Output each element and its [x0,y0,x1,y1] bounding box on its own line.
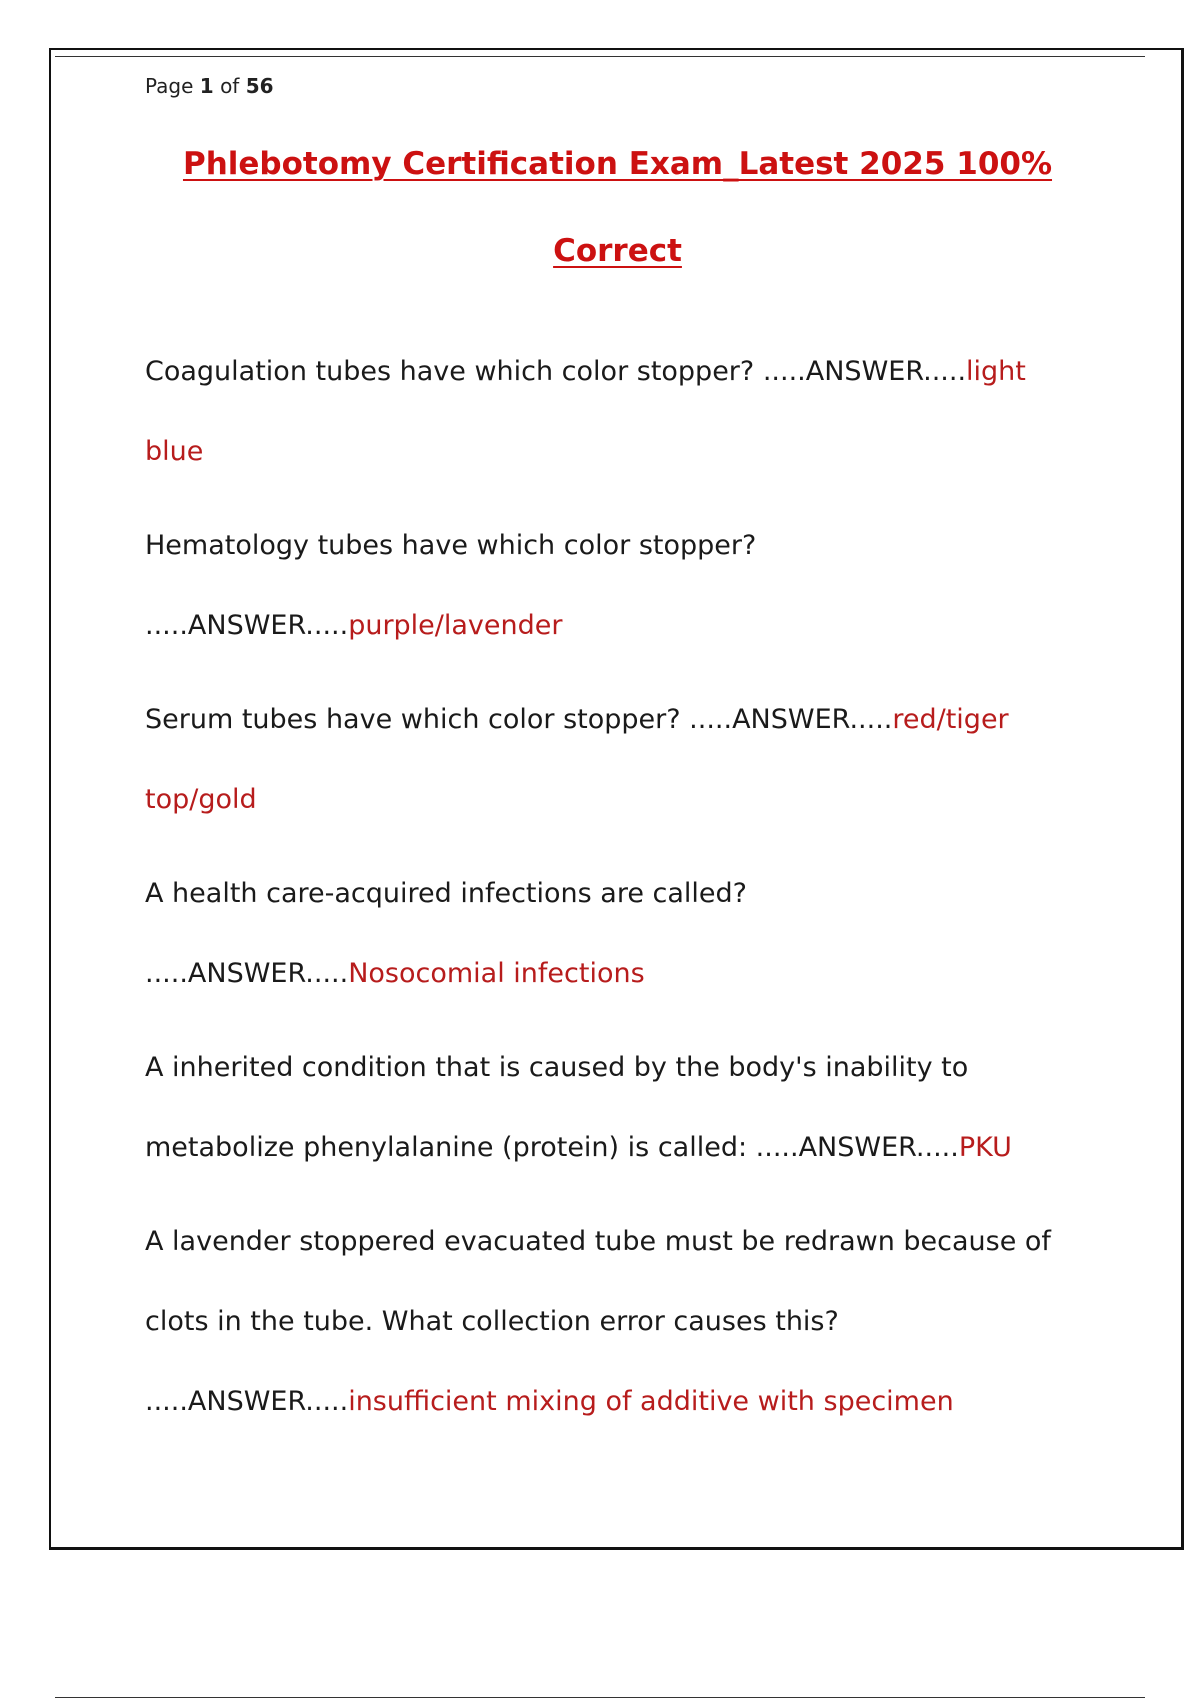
answer-separator: .....ANSWER..... [755,1132,959,1163]
answer-separator: .....ANSWER..... [762,356,967,387]
question-text: Hematology tubes have which color stopper? [145,530,757,561]
answer-text: PKU [958,1132,1012,1163]
page-current: 1 [199,74,214,98]
footer-rule [55,1697,1145,1698]
document-title-line2: Correct [553,233,682,269]
answer-text: Nosocomial infections [348,958,645,989]
qa-list [145,332,1090,1456]
answer-text: purple/lavender [348,610,563,641]
answer-separator: .....ANSWER..... [145,610,349,641]
page-prefix: Page [145,74,194,98]
qa-item [145,1028,1090,1188]
answer-text: insufficient mixing of additive with specimen [348,1386,954,1417]
document-title-line1: Phlebotomy Certification Exam_Latest 2025 100% [182,146,1053,182]
page-number [145,74,274,98]
page-of: of [220,74,240,98]
question-text: Coagulation tubes have which color stopper? [145,356,755,387]
qa-item [145,332,1090,492]
header-rule [55,56,1145,57]
answer-text: light blue [145,356,1026,467]
answer-separator: .....ANSWER..... [145,958,349,989]
qa-item [145,854,1090,1014]
question-text: A lavender stoppered evacuated tube must be redrawn because of clots in the tube. What collection error causes this? [145,1226,1051,1337]
question-text: A inherited condition that is caused by the body's inability to metabolize phenylalanine (protein) is called: [145,1052,969,1163]
question-text: A health care-acquired infections are called? [145,878,748,909]
qa-item [145,506,1090,666]
answer-separator: .....ANSWER..... [689,704,893,735]
qa-item [145,680,1090,840]
qa-item [145,1202,1090,1442]
page-total: 56 [245,74,274,98]
answer-text: red/tiger top/gold [145,704,1009,815]
answer-separator: .....ANSWER..... [145,1386,349,1417]
question-text: Serum tubes have which color stopper? [145,704,681,735]
